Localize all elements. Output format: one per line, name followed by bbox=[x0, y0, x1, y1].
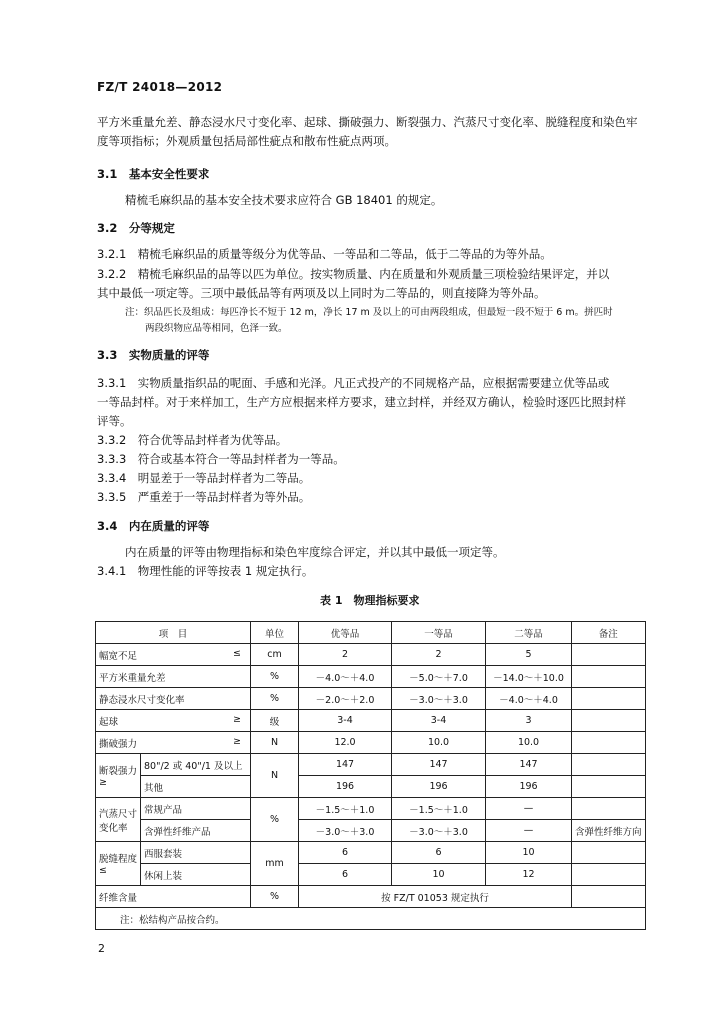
note-line-1: 注：织品匹长及组成：每匹净长不短于 12 m，净长 17 m 及以上的可由两段组成，但最短一段不短于 6 m。拼匹时 bbox=[125, 307, 613, 318]
row-label bbox=[96, 644, 251, 666]
remark-cell bbox=[572, 798, 646, 820]
table-row bbox=[96, 886, 646, 908]
value-cell: 5 bbox=[486, 644, 572, 666]
unit-cell: mm bbox=[251, 842, 299, 886]
table-row bbox=[96, 666, 646, 688]
breaking-label-1: 断裂强力 bbox=[99, 766, 138, 777]
sub-label: 含弹性纤维产品 bbox=[141, 820, 251, 842]
table-row bbox=[96, 864, 646, 886]
remark-cell bbox=[572, 864, 646, 886]
value-cell: －3.0～＋3.0 bbox=[392, 820, 486, 842]
unit-cell: N bbox=[251, 754, 299, 798]
unit-cell: % bbox=[251, 688, 299, 710]
value-cell: 10 bbox=[392, 864, 486, 886]
value-cell: 10.0 bbox=[486, 732, 572, 754]
header-unit: 单位 bbox=[251, 622, 299, 644]
unit-cell: % bbox=[251, 886, 299, 908]
unit-cell: % bbox=[251, 798, 299, 842]
clause-3-3-5: 3.3.5 严重差于一等品封样者为等外品。 bbox=[97, 490, 311, 504]
section-3-3-heading: 3.3 实物质量的评等 bbox=[97, 348, 210, 362]
clause-3-3-1-line-1: 3.3.1 实物质量指织品的呢面、手感和光泽。凡正式投产的不同规格产品，应根据需要建立优等品或 bbox=[97, 376, 610, 390]
value-cell: 12.0 bbox=[299, 732, 392, 754]
table-row bbox=[96, 732, 646, 754]
value-cell: 196 bbox=[486, 776, 572, 798]
remark-cell bbox=[572, 710, 646, 732]
sub-label: 常规产品 bbox=[141, 798, 251, 820]
clause-3-2-2-line-2: 其中最低一项定等。三项中最低品等有两项及以上同时为二等品的，则直接降为等外品。 bbox=[97, 286, 546, 300]
section-3-2-heading: 3.2 分等规定 bbox=[97, 221, 175, 235]
table-1-caption: 表 1 物理指标要求 bbox=[320, 594, 420, 607]
value-cell: 147 bbox=[299, 754, 392, 776]
sign: ≥ bbox=[233, 713, 242, 725]
clause-3-4-1: 3.4.1 物理性能的评等按表 1 规定执行。 bbox=[97, 564, 314, 578]
unit-cell: cm bbox=[251, 644, 299, 666]
remark-cell bbox=[572, 886, 646, 908]
remark-cell: 含弹性纤维方向 bbox=[572, 820, 646, 842]
page-number: 2 bbox=[98, 942, 105, 955]
value-cell: －1.5～＋1.0 bbox=[299, 798, 392, 820]
remark-cell bbox=[572, 732, 646, 754]
width-shortage-label: 幅宽不足 bbox=[99, 650, 138, 662]
value-cell: －1.5～＋1.0 bbox=[392, 798, 486, 820]
section-3-4-text: 内在质量的评等由物理指标和染色牢度综合评定，并以其中最低一项定等。 bbox=[125, 545, 505, 559]
sub-label: 80"/2 或 40"/1 及以上 bbox=[141, 754, 251, 776]
remark-cell bbox=[572, 754, 646, 776]
remark-cell bbox=[572, 644, 646, 666]
sub-label: 休闲上装 bbox=[141, 864, 251, 886]
seam-slippage-label bbox=[96, 842, 141, 886]
remark-cell bbox=[572, 666, 646, 688]
clause-3-3-3: 3.3.3 符合或基本符合一等品封样者为一等品。 bbox=[97, 452, 345, 466]
value-cell: 10.0 bbox=[392, 732, 486, 754]
section-3-1-heading: 3.1 基本安全性要求 bbox=[97, 167, 210, 181]
value-cell: －5.0～＋7.0 bbox=[392, 666, 486, 688]
clause-3-3-2: 3.3.2 符合优等品封样者为优等品。 bbox=[97, 433, 288, 447]
immersion-label: 静态浸水尺寸变化率 bbox=[96, 688, 251, 710]
table-row bbox=[96, 710, 646, 732]
value-cell: 196 bbox=[299, 776, 392, 798]
clause-3-3-1-line-2: 一等品封样。对于来样加工，生产方应根据来样方要求，建立封样，并经双方确认，检验时逐匹比照封样 bbox=[97, 395, 626, 409]
pilling-label: 起球 bbox=[99, 716, 119, 728]
sign: ≥ bbox=[233, 735, 242, 747]
unit-cell: 级 bbox=[251, 710, 299, 732]
physical-indicators-table bbox=[95, 621, 646, 930]
header-grade-2: 一等品 bbox=[392, 622, 486, 644]
seam-label-1: 脱缝程度 bbox=[99, 854, 138, 865]
tear-strength-label: 撕破强力 bbox=[99, 738, 138, 750]
table-row bbox=[96, 688, 646, 710]
header-item: 项 目 bbox=[96, 622, 251, 644]
remark-cell bbox=[572, 688, 646, 710]
header-grade-3: 二等品 bbox=[486, 622, 572, 644]
intro-line-2: 度等项指标；外观质量包括局部性疵点和散布性疵点两项。 bbox=[97, 134, 396, 148]
table-row bbox=[96, 798, 646, 820]
unit-cell: % bbox=[251, 666, 299, 688]
value-cell: — bbox=[486, 798, 572, 820]
clause-3-3-4: 3.3.4 明显差于一等品封样者为二等品。 bbox=[97, 471, 311, 485]
intro-line-1: 平方米重量允差、静态浸水尺寸变化率、起球、撕破强力、断裂强力、汽蒸尺寸变化率、脱缝程度和染色牢 bbox=[97, 115, 638, 129]
table-row bbox=[96, 754, 646, 776]
clause-3-2-2-line-1: 3.2.2 精梳毛麻织品的品等以匹为单位。按实物质量、内在质量和外观质量三项检验结果评定，并以 bbox=[97, 267, 610, 281]
value-cell: 6 bbox=[299, 842, 392, 864]
table-row bbox=[96, 776, 646, 798]
unit-cell: N bbox=[251, 732, 299, 754]
fiber-content-value: 按 FZ/T 01053 规定执行 bbox=[299, 886, 572, 908]
value-cell: — bbox=[486, 820, 572, 842]
value-cell: 3-4 bbox=[392, 710, 486, 732]
seam-label-2: ≤ bbox=[99, 865, 107, 876]
clause-3-3-1-line-3: 评等。 bbox=[97, 414, 132, 428]
value-cell: 147 bbox=[486, 754, 572, 776]
sub-label: 西服套装 bbox=[141, 842, 251, 864]
steam-label bbox=[96, 798, 141, 842]
remark-cell bbox=[572, 842, 646, 864]
value-cell: －3.0～＋3.0 bbox=[392, 688, 486, 710]
table-row bbox=[96, 820, 646, 842]
value-cell: 3-4 bbox=[299, 710, 392, 732]
clause-3-2-1: 3.2.1 精梳毛麻织品的质量等级分为优等品、一等品和二等品，低于二等品的为等外品。 bbox=[97, 247, 552, 261]
remark-cell bbox=[572, 776, 646, 798]
breaking-label-2: ≥ bbox=[99, 777, 107, 788]
note-line-2: 两段织物应品等相同，色泽一致。 bbox=[145, 323, 288, 334]
table-note: 注：松结构产品按合约。 bbox=[96, 908, 646, 930]
value-cell: 6 bbox=[299, 864, 392, 886]
sign: ≤ bbox=[233, 647, 242, 659]
table-header-row bbox=[96, 622, 646, 644]
value-cell: －3.0～＋3.0 bbox=[299, 820, 392, 842]
steam-label-1: 汽蒸尺寸 bbox=[99, 808, 138, 820]
breaking-strength-label bbox=[96, 754, 141, 798]
value-cell: 3 bbox=[486, 710, 572, 732]
section-3-4-heading: 3.4 内在质量的评等 bbox=[97, 519, 210, 533]
sub-label: 其他 bbox=[141, 776, 251, 798]
header-remark: 备注 bbox=[572, 622, 646, 644]
standard-code-header: FZ/T 24018—2012 bbox=[97, 80, 223, 94]
header-grade-1: 优等品 bbox=[299, 622, 392, 644]
value-cell: 2 bbox=[392, 644, 486, 666]
value-cell: 2 bbox=[299, 644, 392, 666]
row-label bbox=[96, 710, 251, 732]
value-cell: －4.0～＋4.0 bbox=[486, 688, 572, 710]
value-cell: －14.0～＋10.0 bbox=[486, 666, 572, 688]
value-cell: 10 bbox=[486, 842, 572, 864]
table-row bbox=[96, 842, 646, 864]
value-cell: 6 bbox=[392, 842, 486, 864]
value-cell: 12 bbox=[486, 864, 572, 886]
row-label bbox=[96, 732, 251, 754]
weight-tolerance-label: 平方米重量允差 bbox=[96, 666, 251, 688]
steam-label-2: 变化率 bbox=[99, 822, 128, 834]
value-cell: 196 bbox=[392, 776, 486, 798]
fiber-content-label: 纤维含量 bbox=[96, 886, 251, 908]
value-cell: －4.0～＋4.0 bbox=[299, 666, 392, 688]
value-cell: 147 bbox=[392, 754, 486, 776]
value-cell: －2.0～＋2.0 bbox=[299, 688, 392, 710]
table-row bbox=[96, 644, 646, 666]
table-note-row bbox=[96, 908, 646, 930]
section-3-1-text: 精梳毛麻织品的基本安全技术要求应符合 GB 18401 的规定。 bbox=[125, 193, 443, 207]
